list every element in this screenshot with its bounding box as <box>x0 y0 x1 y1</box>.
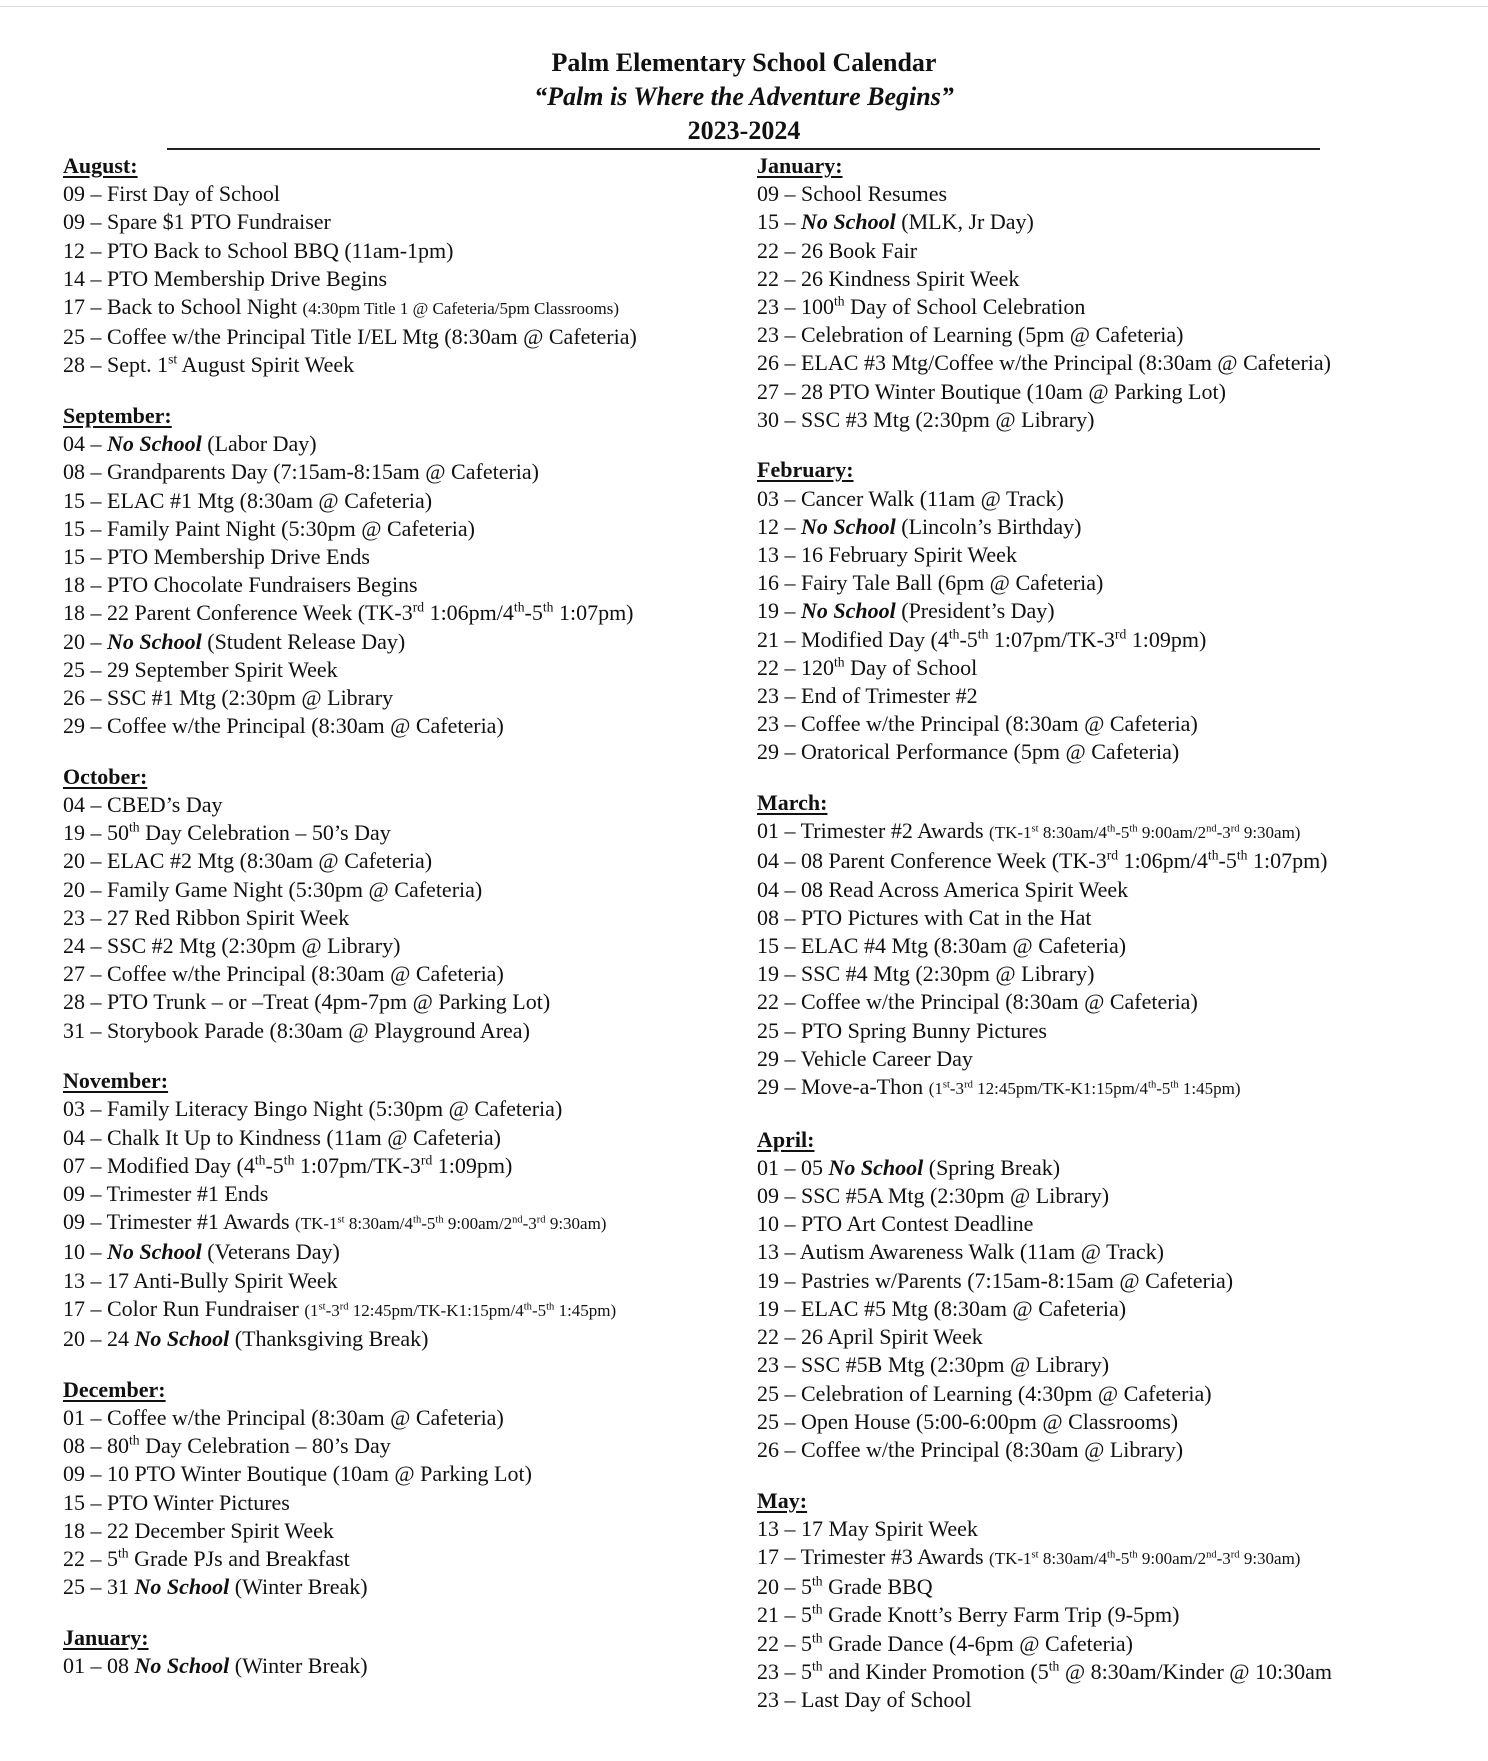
event-item: 28 – Sept. 1st August Spirit Week <box>63 351 355 378</box>
month-heading: May: <box>757 1487 808 1513</box>
event-item: 26 – ELAC #3 Mtg/Coffee w/the Principal (8:30am @ Cafeteria) <box>757 350 1331 376</box>
event-item: 27 – 28 PTO Winter Boutique (10am @ Parking Lot) <box>757 378 1226 404</box>
month-heading: April: <box>757 1126 815 1152</box>
event-item: 15 – Family Paint Night (5:30pm @ Cafeteria) <box>63 515 475 541</box>
month-heading: December: <box>63 1376 166 1402</box>
event-item: 10 – PTO Art Contest Deadline <box>757 1211 1034 1237</box>
event-item: 10 – No School (Veterans Day) <box>63 1239 340 1265</box>
event-item: 18 – 22 December Spirit Week <box>63 1517 334 1543</box>
event-item: 01 – Coffee w/the Principal (8:30am @ Cafeteria) <box>63 1404 504 1430</box>
event-item: 09 – Trimester #1 Ends <box>63 1181 269 1207</box>
month-section <box>757 789 1332 1103</box>
event-item: 07 – Modified Day (4th-5th 1:07pm/TK-3rd 1:09pm) <box>63 1152 513 1178</box>
event-item: 20 – Family Game Night (5:30pm @ Cafeteria) <box>63 876 483 902</box>
event-item: 24 – SSC #2 Mtg (2:30pm @ Library) <box>63 933 401 959</box>
event-item: 18 – 22 Parent Conference Week (TK-3rd 1:06pm/4th-5th 1:07pm) <box>63 599 634 626</box>
event-item: 09 – Trimester #1 Awards (TK-1st 8:30am/4th-5th 9:00am/2nd-3rd 9:30am) <box>63 1209 607 1235</box>
event-item: 13 – Autism Awareness Walk (11am @ Track) <box>757 1239 1164 1265</box>
event-item: 26 – SSC #1 Mtg (2:30pm @ Library <box>63 685 394 711</box>
event-item: 23 – End of Trimester #2 <box>757 683 978 709</box>
event-item: 16 – Fairy Tale Ball (6pm @ Cafeteria) <box>757 570 1104 596</box>
event-item: 19 – Pastries w/Parents (7:15am-8:15am @ Cafeteria) <box>757 1267 1234 1293</box>
month-heading: September: <box>63 403 172 429</box>
event-item: 29 – Vehicle Career Day <box>757 1045 973 1071</box>
event-item: 19 – 50th Day Celebration – 50’s Day <box>63 819 391 846</box>
month-heading: January: <box>63 1624 149 1650</box>
event-item: 20 – 24 No School (Thanksgiving Break) <box>63 1326 429 1352</box>
event-item: 23 – Last Day of School <box>757 1686 972 1712</box>
event-item: 20 – 5th Grade BBQ <box>757 1573 933 1600</box>
event-item: 23 – Celebration of Learning (5pm @ Cafeteria) <box>757 322 1184 348</box>
event-item: 04 – 08 Parent Conference Week (TK-3rd 1:06pm/4th-5th 1:07pm) <box>757 848 1328 874</box>
event-item: 01 – 05 No School (Spring Break) <box>757 1154 1061 1180</box>
page-subtitle: “Palm is Where the Adventure Begins” <box>534 82 954 111</box>
event-item: 08 – Grandparents Day (7:15am-8:15am @ Cafeteria) <box>63 459 539 485</box>
event-item: 04 – 08 Read Across America Spirit Week <box>757 876 1129 902</box>
month-heading: March: <box>757 790 828 816</box>
event-item: 03 – Cancer Walk (11am @ Track) <box>757 485 1064 511</box>
event-item: 20 – ELAC #2 Mtg (8:30am @ Cafeteria) <box>63 848 433 874</box>
event-item: 25 – 29 September Spirit Week <box>63 656 338 682</box>
month-section <box>757 1487 1332 1715</box>
page-title: Palm Elementary School Calendar <box>551 48 937 77</box>
event-item: 08 – 80th Day Celebration – 80’s Day <box>63 1432 391 1459</box>
event-item: 12 – No School (Lincoln’s Birthday) <box>757 513 1082 539</box>
event-item: 28 – PTO Trunk – or –Treat (4pm-7pm @ Parking Lot) <box>63 989 551 1015</box>
event-item: 31 – Storybook Parade (8:30am @ Playground Area) <box>63 1017 530 1043</box>
event-item: 17 – Color Run Fundraiser (1st-3rd 12:45pm/TK-K1:15pm/4th-5th 1:45pm) <box>63 1295 617 1321</box>
event-item: 26 – Coffee w/the Principal (8:30am @ Library) <box>757 1436 1184 1462</box>
event-item: 04 – Chalk It Up to Kindness (11am @ Cafeteria) <box>63 1124 501 1150</box>
event-item: 25 – PTO Spring Bunny Pictures <box>757 1017 1047 1043</box>
right-column <box>757 152 1332 1714</box>
event-item: 18 – PTO Chocolate Fundraisers Begins <box>63 572 418 598</box>
event-item: 23 – 27 Red Ribbon Spirit Week <box>63 904 350 930</box>
top-border <box>0 6 1488 7</box>
event-item: 15 – No School (MLK, Jr Day) <box>757 209 1034 235</box>
month-section <box>757 152 1332 434</box>
event-item: 30 – SSC #3 Mtg (2:30pm @ Library) <box>757 406 1095 432</box>
event-item: 13 – 17 May Spirit Week <box>757 1515 978 1541</box>
month-heading: February: <box>757 457 854 483</box>
event-item: 23 – 100th Day of School Celebration <box>757 293 1086 320</box>
event-item: 22 – Coffee w/the Principal (8:30am @ Cafeteria) <box>757 989 1198 1015</box>
event-item: 29 – Coffee w/the Principal (8:30am @ Cafeteria) <box>63 713 504 739</box>
event-item: 29 – Move-a-Thon (1st-3rd 12:45pm/TK-K1:15pm/4th-5th 1:45pm) <box>757 1074 1241 1100</box>
event-item: 25 – Celebration of Learning (4:30pm @ Cafeteria) <box>757 1380 1212 1406</box>
month-section <box>63 1376 637 1602</box>
event-item: 04 – CBED’s Day <box>63 792 223 818</box>
event-item: 23 – SSC #5B Mtg (2:30pm @ Library) <box>757 1352 1110 1378</box>
month-section <box>757 456 1332 766</box>
event-item: 22 – 5th Grade PJs and Breakfast <box>63 1545 350 1571</box>
header-divider <box>167 148 1320 150</box>
month-heading: January: <box>757 153 843 178</box>
event-item: 13 – 17 Anti-Bully Spirit Week <box>63 1267 338 1293</box>
event-item: 22 – 120th Day of School <box>757 654 978 680</box>
event-item: 22 – 26 April Spirit Week <box>757 1324 983 1350</box>
event-item: 22 – 5th Grade Dance (4-6pm @ Cafeteria) <box>757 1630 1133 1656</box>
event-item: 09 – SSC #5A Mtg (2:30pm @ Library) <box>757 1183 1110 1209</box>
calendar-header <box>0 46 1488 148</box>
event-item: 15 – PTO Winter Pictures <box>63 1489 290 1515</box>
event-item: 23 – Coffee w/the Principal (8:30am @ Cafeteria) <box>757 711 1198 737</box>
event-item: 15 – ELAC #4 Mtg (8:30am @ Cafeteria) <box>757 933 1127 959</box>
event-item: 09 – 10 PTO Winter Boutique (10am @ Parking Lot) <box>63 1461 532 1487</box>
event-item: 22 – 26 Kindness Spirit Week <box>757 265 1020 291</box>
event-item: 21 – Modified Day (4th-5th 1:07pm/TK-3rd 1:09pm) <box>757 626 1207 652</box>
event-item: 15 – PTO Membership Drive Ends <box>63 544 370 570</box>
event-item: 22 – 26 Book Fair <box>757 237 918 263</box>
event-item: 09 – First Day of School <box>63 181 280 207</box>
event-item: 23 – 5th and Kinder Promotion (5th @ 8:30am/Kinder @ 10:30am <box>757 1658 1333 1684</box>
event-item: 01 – Trimester #2 Awards (TK-1st 8:30am/4th-5th 9:00am/2nd-3rd 9:30am) <box>757 818 1301 844</box>
event-item: 04 – No School (Labor Day) <box>63 431 317 457</box>
event-item: 03 – Family Literacy Bingo Night (5:30pm @ Cafeteria) <box>63 1096 563 1122</box>
event-item: 09 – School Resumes <box>757 181 948 207</box>
event-item: 27 – Coffee w/the Principal (8:30am @ Cafeteria) <box>63 961 504 987</box>
event-item: 25 – Open House (5:00-6:00pm @ Classrooms) <box>757 1408 1179 1434</box>
month-heading: November: <box>63 1068 169 1094</box>
month-heading: August: <box>63 153 138 178</box>
event-item: 17 – Back to School Night (4:30pm Title 1 @ Cafeteria/5pm Classrooms) <box>63 294 619 320</box>
month-section <box>63 763 637 1045</box>
event-item: 25 – Coffee w/the Principal Title I/EL Mtg (8:30am @ Cafeteria) <box>63 324 637 350</box>
event-item: 12 – PTO Back to School BBQ (11am-1pm) <box>63 237 454 263</box>
event-item: 14 – PTO Membership Drive Begins <box>63 265 388 291</box>
event-item: 13 – 16 February Spirit Week <box>757 542 1017 568</box>
event-item: 20 – No School (Student Release Day) <box>63 628 406 654</box>
month-section <box>63 152 637 380</box>
month-section <box>63 1624 637 1680</box>
event-item: 25 – 31 No School (Winter Break) <box>63 1574 368 1600</box>
event-item: 29 – Oratorical Performance (5pm @ Cafeteria) <box>757 739 1180 765</box>
event-item: 19 – No School (President’s Day) <box>757 598 1055 624</box>
month-section <box>63 1067 637 1353</box>
event-item: 08 – PTO Pictures with Cat in the Hat <box>757 904 1092 930</box>
left-column <box>63 152 637 1680</box>
month-section <box>757 1126 1332 1464</box>
event-item: 21 – 5th Grade Knott’s Berry Farm Trip (9-5pm) <box>757 1601 1180 1628</box>
event-item: 15 – ELAC #1 Mtg (8:30am @ Cafeteria) <box>63 487 433 513</box>
month-section <box>63 402 637 740</box>
event-item: 19 – ELAC #5 Mtg (8:30am @ Cafeteria) <box>757 1295 1127 1321</box>
event-item: 19 – SSC #4 Mtg (2:30pm @ Library) <box>757 961 1095 987</box>
event-item: 17 – Trimester #3 Awards (TK-1st 8:30am/4th-5th 9:00am/2nd-3rd 9:30am) <box>757 1543 1301 1569</box>
school-year: 2023-2024 <box>687 116 801 145</box>
event-item: 01 – 08 No School (Winter Break) <box>63 1652 368 1678</box>
month-heading: October: <box>63 763 148 789</box>
event-item: 09 – Spare $1 PTO Fundraiser <box>63 209 331 235</box>
